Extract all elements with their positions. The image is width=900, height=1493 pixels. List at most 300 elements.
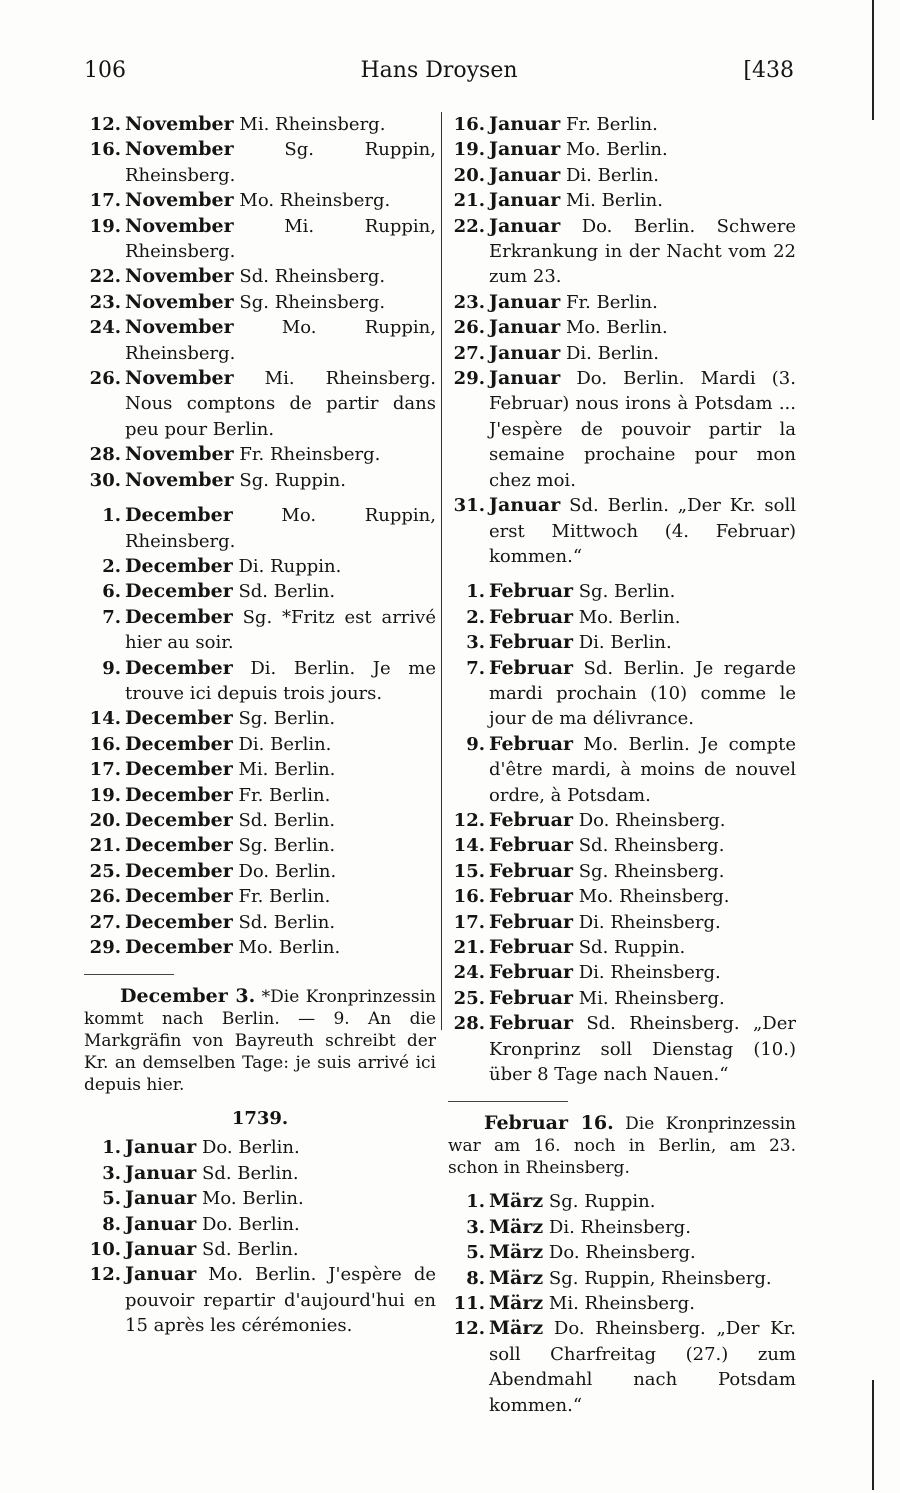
scan-edge-mark (872, 0, 874, 120)
entry-text: Di. Ruppin. (238, 555, 342, 577)
block-gap (84, 493, 436, 503)
entry-month: November (125, 265, 234, 288)
entry-day: 24. (453, 962, 485, 984)
entry-day: 16. (453, 886, 485, 908)
entry-body (125, 579, 436, 604)
entry-body (489, 163, 796, 188)
entry-text: Di. Berlin. (578, 632, 672, 654)
entry-text: Do. Berlin. Mardi (3. Februar) nous irons à Potsdam ... J'espère de pouvoir partir la semaine prochaine pour mon chez moi. (489, 368, 796, 491)
entry-month: December (125, 554, 233, 577)
entry-month: December (125, 910, 233, 933)
entry-month: Januar (489, 367, 561, 390)
diary-entry (448, 188, 796, 213)
entry-month: November (125, 316, 234, 339)
diary-entry (84, 579, 436, 604)
entry-body (489, 986, 796, 1011)
entries-januar (84, 1135, 436, 1338)
diary-entry (84, 656, 436, 707)
entry-body (489, 884, 796, 909)
column-divider (441, 112, 442, 1030)
entry-body (489, 1316, 796, 1418)
entry-month: Februar (489, 605, 573, 628)
block-gap (448, 1179, 796, 1189)
entry-text: Sd. Berlin. (201, 1239, 299, 1261)
entry-body (489, 1291, 796, 1316)
entry-day: 3. (466, 632, 485, 654)
footnote (448, 1112, 796, 1179)
entry-day: 2. (466, 606, 485, 628)
entry-text: Sd. Berlin. (238, 809, 336, 831)
entry-body (125, 1161, 436, 1186)
entry-body (489, 1011, 796, 1087)
diary-entry (448, 935, 796, 960)
entry-body (489, 1215, 796, 1240)
entry-day: 6. (102, 581, 121, 603)
entry-text: Sg. Ruppin, Rheinsberg. (548, 1267, 772, 1289)
diary-entry (84, 808, 436, 833)
entries-maerz (448, 1189, 796, 1418)
entry-body (125, 757, 436, 782)
entry-body (489, 188, 796, 213)
entry-body (125, 833, 436, 858)
entry-month: November (125, 189, 234, 212)
entry-body (489, 833, 796, 858)
entry-month: Februar (489, 580, 573, 603)
entry-text: Sd. Berlin. (201, 1162, 299, 1184)
diary-entry (448, 112, 796, 137)
diary-entry (84, 554, 436, 579)
entry-month: Februar (489, 656, 573, 679)
entries-december (84, 503, 436, 960)
entry-day: 12. (89, 1264, 121, 1286)
entry-body (489, 656, 796, 732)
entry-text: Mo. Ruppin, Rheinsberg. (125, 505, 436, 552)
entry-text: Mo. Berlin. (578, 606, 681, 628)
entry-text: Do. Rheinsberg. (578, 809, 726, 831)
entry-text: Sg. Ruppin, Rheinsberg. (125, 139, 436, 186)
entry-text: Sg. Berlin. (238, 708, 336, 730)
entry-text: Do. Rheinsberg. „Der Kr. soll Charfreitag (27.) zum Abendmahl nach Potsdam kommen.“ (489, 1318, 796, 1416)
entry-body (125, 554, 436, 579)
entry-day: 1. (102, 1137, 121, 1159)
entry-month: Januar (489, 214, 561, 237)
entry-month: Februar (489, 808, 573, 831)
year-heading: 1739. (231, 1108, 289, 1130)
diary-entry (448, 859, 796, 884)
diary-entry (448, 315, 796, 340)
entry-body (489, 605, 796, 630)
footnote-text: Die Kronprinzessin war am 16. noch in Berlin, am 23. schon in Rheinsberg. (448, 1114, 797, 1179)
diary-entry (448, 656, 796, 732)
entry-day: 10. (89, 1239, 121, 1261)
footnote-text: *Die Kronprinzessin kommt nach Berlin. — 9. An die Markgräfin von Bayreuth schreibt der Kr. an demselben Tage: je suis arrivé ici depuis hier. (84, 987, 436, 1096)
entry-body (489, 493, 796, 569)
entry-month: December (125, 885, 233, 908)
entry-day: 1. (466, 581, 485, 603)
entry-day: 3. (102, 1162, 121, 1184)
entry-body (125, 605, 436, 656)
entry-day: 25. (89, 860, 121, 882)
entry-body (489, 732, 796, 808)
entry-month: November (125, 214, 234, 237)
footnote (84, 985, 436, 1096)
entry-text: Fr. Berlin. (565, 291, 658, 313)
entry-text: Mo. Berlin. (238, 937, 341, 958)
entry-text: Sd. Rheinsberg. (578, 835, 725, 857)
entry-body (125, 1212, 436, 1237)
diary-entry (84, 503, 436, 554)
entry-text: Sd. Ruppin. (578, 937, 686, 958)
diary-entry (84, 1135, 436, 1160)
entry-month: Januar (125, 1212, 197, 1235)
entry-day: 29. (89, 937, 121, 958)
diary-entry (84, 366, 436, 442)
entry-day: 24. (89, 317, 121, 339)
entry-month: December (125, 758, 233, 781)
entry-day: 7. (102, 606, 121, 628)
entry-day: 5. (102, 1188, 121, 1210)
diary-entry (448, 290, 796, 315)
entry-text: Mi. Rheinsberg. (578, 987, 725, 1009)
entry-month: Februar (489, 961, 573, 984)
entry-text: Sd. Berlin. Je regarde mardi prochain (10) comme le jour de ma délivrance. (489, 657, 796, 730)
diary-entry (448, 214, 796, 290)
entry-day: 19. (89, 215, 121, 237)
entry-day: 22. (453, 215, 485, 237)
entry-body (125, 214, 436, 265)
entry-day: 27. (89, 911, 121, 933)
entry-body (125, 808, 436, 833)
entry-month: Januar (489, 341, 561, 364)
entry-month: Februar (489, 732, 573, 755)
entry-text: Sg. Rheinsberg. (239, 291, 386, 313)
entry-month: Januar (125, 1161, 197, 1184)
entry-month: Februar (489, 834, 573, 857)
entry-day: 17. (453, 911, 485, 933)
diary-entry (448, 732, 796, 808)
entry-text: Di. Rheinsberg. (578, 962, 721, 984)
entry-text: Do. Berlin. (201, 1213, 300, 1235)
entry-body (489, 859, 796, 884)
entry-day: 2. (102, 555, 121, 577)
entry-text: Do. Berlin. Schwere Erkrankung in der Nacht vom 22 zum 23. (489, 215, 796, 288)
diary-entry (448, 910, 796, 935)
entry-body (489, 1189, 796, 1214)
entry-month: December (125, 808, 233, 831)
entry-day: 21. (89, 835, 121, 857)
entry-month: November (125, 138, 234, 161)
diary-entry (448, 630, 796, 655)
entry-day: 7. (466, 657, 485, 679)
scan-edge-mark (872, 1380, 874, 1490)
entry-day: 30. (89, 469, 121, 491)
entry-day: 19. (453, 139, 485, 161)
entry-body (489, 112, 796, 137)
entry-day: 9. (102, 657, 121, 679)
entry-text: Fr. Berlin. (565, 114, 658, 135)
diary-entry (84, 859, 436, 884)
entry-day: 25. (453, 987, 485, 1009)
entry-day: 3. (466, 1216, 485, 1238)
entry-day: 28. (89, 444, 121, 466)
section-rule (84, 974, 174, 975)
entry-text: Di. Rheinsberg. (578, 911, 721, 933)
entry-day: 16. (89, 139, 121, 161)
entry-day: 22. (89, 266, 121, 288)
diary-entry (84, 1161, 436, 1186)
section-rule (448, 1101, 568, 1102)
entry-day: 8. (102, 1213, 121, 1235)
entry-day: 20. (89, 809, 121, 831)
entry-day: 20. (453, 164, 485, 186)
diary-entry (448, 808, 796, 833)
entry-body (489, 341, 796, 366)
entry-text: Sg. Berlin. (238, 835, 336, 857)
entry-day: 8. (466, 1267, 485, 1289)
entry-text: Sd. Berlin. (238, 911, 336, 933)
entry-text: Mi. Berlin. (565, 190, 663, 212)
entry-day: 28. (453, 1013, 485, 1035)
entry-month: Februar (489, 936, 573, 958)
diary-entry (448, 1189, 796, 1214)
diary-entry (84, 833, 436, 858)
entry-month: December (125, 859, 233, 882)
diary-entry (84, 1262, 436, 1338)
diary-entry (448, 1011, 796, 1087)
entry-day: 21. (453, 937, 485, 958)
entry-day: 12. (89, 114, 121, 135)
entry-text: Sg. Berlin. (578, 581, 676, 603)
entry-month: December (125, 783, 233, 806)
entry-body (125, 264, 436, 289)
entries-november (84, 112, 436, 493)
entry-day: 31. (453, 495, 485, 517)
entry-text: Sg. Ruppin. (239, 469, 346, 491)
entry-month: März (489, 1292, 544, 1315)
entry-month: Januar (125, 1136, 197, 1159)
entry-day: 15. (453, 860, 485, 882)
entry-text: Sd. Rheinsberg. „Der Kronprinz soll Dienstag (10.) über 8 Tage nach Nauen.“ (489, 1013, 796, 1086)
entry-text: Do. Berlin. (238, 860, 337, 882)
entry-day: 26. (453, 317, 485, 339)
entry-month: December (125, 605, 233, 628)
entry-body (125, 884, 436, 909)
entry-body (125, 1237, 436, 1262)
entry-month: Februar (489, 885, 573, 908)
entry-month: Januar (489, 163, 561, 186)
entry-month: Februar (489, 859, 573, 882)
entry-day: 29. (453, 368, 485, 390)
diary-entry (448, 579, 796, 604)
entry-text: Mi. Ruppin, Rheinsberg. (125, 215, 436, 263)
entry-month: Januar (489, 189, 561, 212)
entry-month: Januar (489, 113, 561, 135)
entry-text: Mo. Berlin. Je compte d'être mardi, à moins de nouvel ordre, à Potsdam. (489, 733, 796, 806)
diary-entry (448, 884, 796, 909)
entry-day: 14. (89, 708, 121, 730)
entry-month: December (125, 504, 233, 527)
entry-text: Mi. Rheinsberg. Nous comptons de partir dans peu pour Berlin. (125, 368, 436, 440)
diary-entry (448, 1316, 796, 1418)
entry-text: Fr. Berlin. (238, 886, 331, 908)
diary-entry (448, 986, 796, 1011)
entry-month: Februar (489, 631, 573, 654)
entry-body (489, 1240, 796, 1265)
diary-entry (84, 935, 436, 960)
entry-body (125, 188, 436, 213)
diary-entry (448, 163, 796, 188)
entries-januar-cont (448, 112, 796, 569)
diary-entry (84, 732, 436, 757)
entry-text: Sd. Berlin. „Der Kr. soll erst Mittwoch (4. Februar) kommen.“ (489, 495, 796, 567)
entry-body (489, 315, 796, 340)
entry-body (489, 214, 796, 290)
entry-month: März (489, 1190, 544, 1213)
entry-text: Fr. Rheinsberg. (239, 444, 381, 466)
entry-day: 19. (89, 784, 121, 806)
entry-month: März (489, 1215, 544, 1238)
diary-entry (448, 1240, 796, 1265)
diary-entry (448, 493, 796, 569)
entry-body (125, 656, 436, 707)
entry-body (125, 859, 436, 884)
entry-body (489, 366, 796, 493)
diary-entry (84, 214, 436, 265)
entry-text: Mi. Rheinsberg. (548, 1293, 695, 1315)
entry-body (489, 630, 796, 655)
page-reference: [438 (743, 58, 794, 83)
entry-month: December (125, 707, 233, 730)
entry-month: Januar (489, 290, 561, 313)
entry-day: 16. (89, 733, 121, 755)
entry-month: Februar (489, 1012, 573, 1035)
entry-text: Mo. Rheinsberg. (578, 886, 730, 908)
diary-entry (84, 188, 436, 213)
entry-day: 12. (453, 809, 485, 831)
entry-body (125, 1262, 436, 1338)
entry-day: 11. (453, 1293, 485, 1315)
diary-entry (84, 442, 436, 467)
diary-entry (448, 366, 796, 493)
diary-entry (84, 783, 436, 808)
entry-body (489, 808, 796, 833)
entry-month: December (125, 656, 233, 679)
entry-day: 21. (453, 190, 485, 212)
entry-text: Mo. Berlin. J'espère de pouvoir repartir d'aujourd'hui en 15 après les cérémonies. (125, 1264, 436, 1337)
entry-text: Mo. Berlin. (201, 1188, 304, 1210)
entry-month: März (489, 1266, 544, 1289)
entry-text: Di. Berlin. Je me trouve ici depuis trois jours. (125, 657, 436, 704)
footnote-lead: Februar 16. (484, 1112, 614, 1135)
entry-month: März (489, 1317, 544, 1340)
entry-month: November (125, 367, 234, 390)
diary-entry (84, 290, 436, 315)
entry-day: 5. (466, 1242, 485, 1264)
entry-month: Januar (125, 1238, 197, 1261)
diary-entry (84, 468, 436, 493)
entry-day: 23. (453, 291, 485, 313)
entry-day: 23. (89, 291, 121, 313)
entry-day: 9. (466, 733, 485, 755)
entry-day: 26. (89, 368, 121, 390)
diary-entry (84, 1212, 436, 1237)
entry-body (489, 960, 796, 985)
entry-month: November (125, 113, 234, 135)
entry-body (125, 706, 436, 731)
entry-month: Januar (489, 138, 561, 161)
entry-body (125, 112, 436, 137)
entry-day: 1. (466, 1191, 485, 1213)
entry-month: November (125, 443, 234, 466)
entry-month: Januar (125, 1263, 197, 1286)
entry-text: Di. Berlin. (238, 733, 332, 755)
entry-text: Di. Rheinsberg. (548, 1216, 691, 1238)
entry-text: Mo. Rheinsberg. (239, 190, 391, 212)
entry-month: Februar (489, 910, 573, 933)
diary-entry (448, 605, 796, 630)
diary-entry (84, 112, 436, 137)
entry-body (489, 579, 796, 604)
diary-entry (448, 341, 796, 366)
diary-entry (448, 960, 796, 985)
entry-month: März (489, 1241, 544, 1264)
left-column (84, 112, 436, 1339)
diary-entry (84, 1237, 436, 1262)
diary-entry (84, 1186, 436, 1211)
footnote-lead: December 3. (120, 985, 256, 1008)
entry-body (125, 732, 436, 757)
entry-month: Januar (489, 494, 561, 517)
entry-body (125, 783, 436, 808)
entry-month: Februar (489, 986, 573, 1009)
entry-day: 16. (453, 114, 485, 135)
entry-day: 17. (89, 759, 121, 781)
diary-entry (448, 833, 796, 858)
entry-text: Sd. Rheinsberg. (239, 266, 386, 288)
entry-body (125, 935, 436, 960)
entry-body (125, 468, 436, 493)
running-header (84, 58, 794, 92)
entry-month: November (125, 468, 234, 491)
diary-entry (84, 910, 436, 935)
entry-day: 1. (102, 505, 121, 527)
entry-day: 26. (89, 886, 121, 908)
entry-body (125, 1186, 436, 1211)
entry-text: Mo. Berlin. (565, 139, 668, 161)
diary-entry (448, 1291, 796, 1316)
page-number: 106 (84, 58, 126, 83)
diary-entry (84, 137, 436, 188)
diary-entry (84, 706, 436, 731)
entries-februar (448, 579, 796, 1087)
entry-body (125, 503, 436, 554)
entry-text: Sg. Rheinsberg. (578, 860, 725, 882)
entry-text: Do. Rheinsberg. (548, 1242, 696, 1264)
entry-text: Mi. Rheinsberg. (239, 114, 386, 135)
entry-body (489, 290, 796, 315)
entry-day: 27. (453, 342, 485, 364)
diary-entry (448, 1266, 796, 1291)
entry-text: Di. Berlin. (565, 164, 659, 186)
entry-day: 17. (89, 190, 121, 212)
diary-entry (84, 757, 436, 782)
entry-day: 12. (453, 1318, 485, 1340)
entry-body (489, 935, 796, 960)
right-column (448, 112, 796, 1418)
entry-body (125, 137, 436, 188)
entry-day: 14. (453, 835, 485, 857)
entry-text: Do. Berlin. (201, 1137, 300, 1159)
